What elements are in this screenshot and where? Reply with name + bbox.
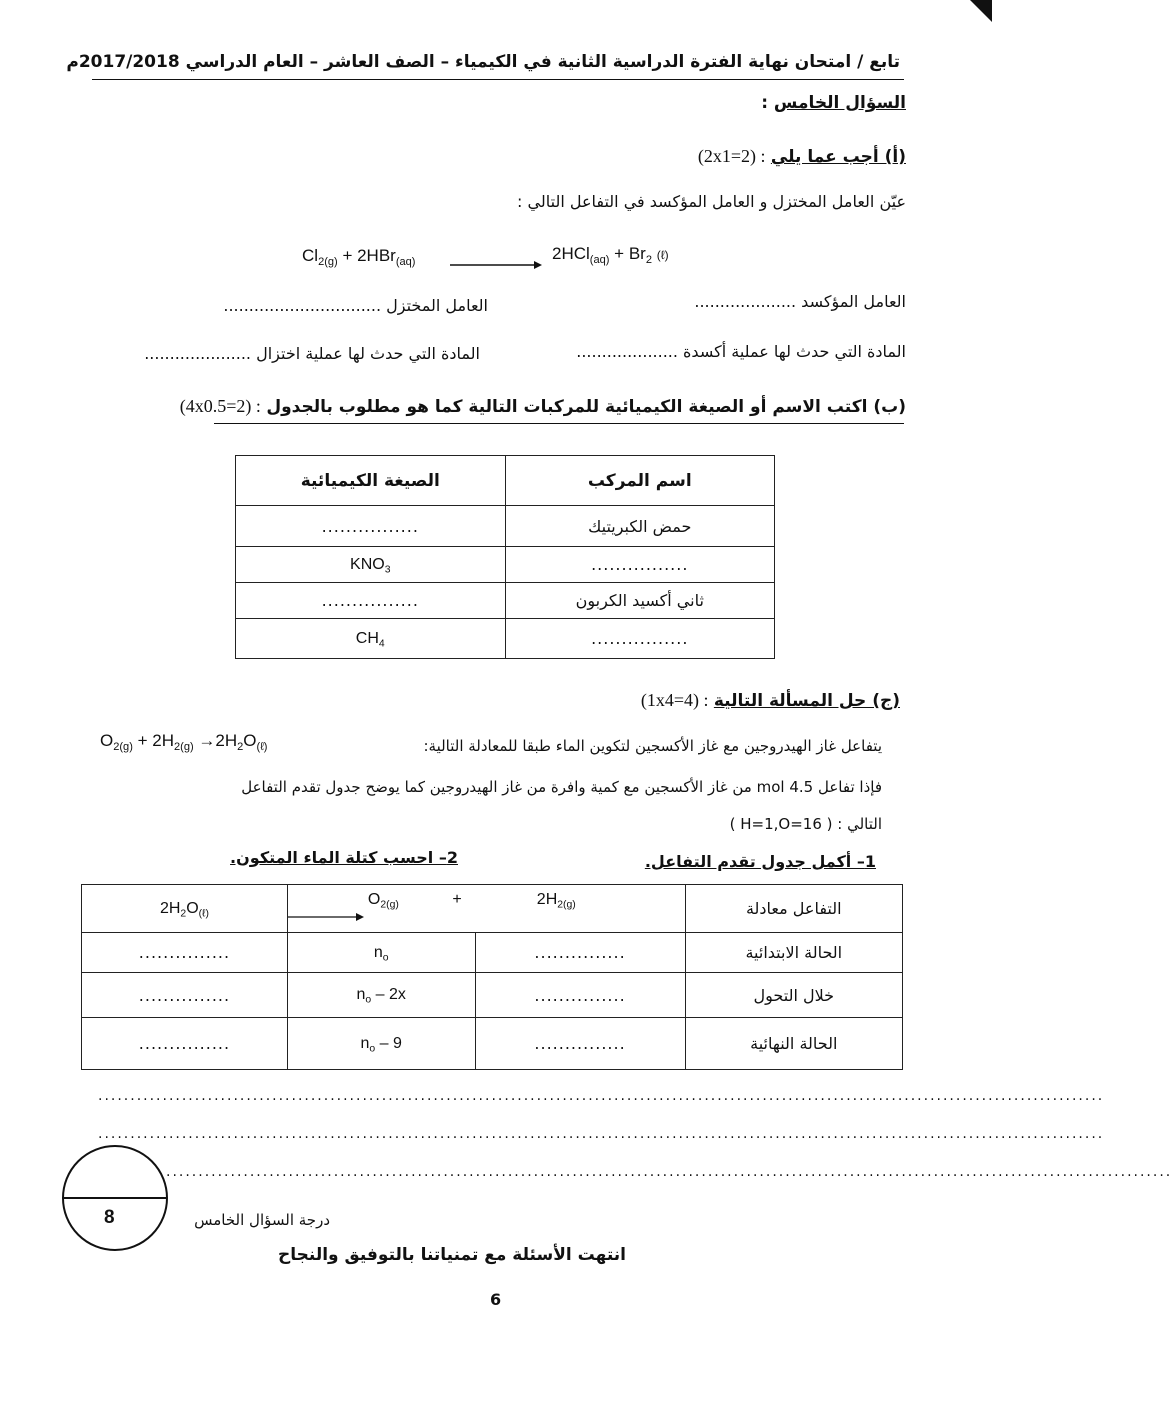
part-b-underline	[214, 423, 904, 424]
answer-line[interactable]: ............................................................................................................................................................	[166, 1164, 1172, 1180]
oxidizing-agent-field[interactable]: العامل المؤكسد ....................	[694, 292, 906, 311]
part-a-marks: : (2x1=2)	[697, 146, 766, 166]
reducing-agent-field[interactable]: العامل المختزل ...............................	[223, 296, 488, 315]
compound-name-blank[interactable]: ................	[505, 619, 775, 659]
corner-mark	[970, 0, 992, 22]
state-label: خلال التحول	[685, 973, 902, 1018]
o2-blank[interactable]: ...............	[475, 973, 685, 1018]
table-row	[236, 506, 775, 547]
table-arrow-icon	[288, 911, 364, 923]
part-a-heading	[698, 146, 906, 167]
answer-line[interactable]: ............................................................................................................................................................	[98, 1088, 1105, 1104]
part-c-line-2: فإذا تفاعل 4.5 mol من غاز الأكسجين مع كمية وافرة من غاز الهيدروجين كما يوضح جدول تقدم التفاعل	[241, 778, 882, 796]
compound-formula-header: الصيغة الكيميائية	[236, 456, 506, 506]
compound-name-blank[interactable]: ................	[505, 547, 775, 583]
h2-amount: $n_o$	[287, 933, 475, 973]
compounds-table	[235, 455, 775, 659]
question-title: السؤال الخامس :	[761, 93, 906, 113]
compound-formula: $KNO_3$	[236, 547, 506, 583]
part-c-heading	[641, 690, 900, 711]
exam-header: تابع / امتحان نهاية الفترة الدراسية الثانية في الكيمياء – الصف العاشر – العام الدراسي 2017/2018م	[66, 52, 900, 72]
compound-formula-blank[interactable]: ................	[236, 506, 506, 547]
table-row	[236, 583, 775, 619]
table-row	[236, 619, 775, 659]
table-row	[236, 547, 775, 583]
part-a-label: (أ) أجب عما يلي	[770, 147, 906, 167]
state-label: الحالة النهائية	[685, 1018, 902, 1070]
compound-name: حمض الكبريتيك	[505, 506, 775, 547]
h2o-column-header: $2H_2O_{(\ell)}$	[82, 885, 288, 933]
part-c-marks: : (1x4=4)	[640, 690, 709, 710]
o2-blank[interactable]: ...............	[475, 933, 685, 973]
reactants-column-header: $O_{2(g)} + 2H_{2(g)}$	[287, 885, 685, 933]
h2o-blank[interactable]: ...............	[82, 973, 288, 1018]
h2o-blank[interactable]: ...............	[82, 933, 288, 973]
table-row	[82, 933, 903, 973]
reaction-1-rhs: $2HCl_{(aq)} + Br_2$ (ℓ)	[552, 244, 669, 266]
score-circle-divider	[62, 1197, 166, 1199]
h2-amount: $n_o - 9$	[287, 1018, 475, 1070]
closing-message: انتهت الأسئلة مع تمنياتنا بالتوفيق والنجاح	[278, 1245, 626, 1265]
part-c-label: (ج) حل المسألة التالية	[713, 691, 900, 711]
oxidized-substance-field[interactable]: المادة التي حدث لها عملية أكسدة ....................	[576, 342, 906, 361]
part-b-heading	[180, 396, 906, 417]
header-underline	[92, 79, 904, 80]
compound-formula: $CH_4$	[236, 619, 506, 659]
part-b-marks: : (4x0.5=2)	[179, 396, 261, 416]
equation-header: التفاعل معادلة	[685, 885, 902, 933]
page-number: 6	[490, 1290, 502, 1309]
part-b-label: (ب) اكتب الاسم أو الصيغة الكيميائية للمركبات التالية كما هو مطلوب بالجدول	[266, 397, 906, 417]
reaction-2: $O_{2(g)} + 2H_{2(g)} \to 2H_2O_{(\ell)}$	[100, 731, 268, 753]
h2o-blank[interactable]: ...............	[82, 1018, 288, 1070]
h2-amount: $n_o - 2x$	[287, 973, 475, 1018]
reaction-progress-table	[81, 884, 903, 1070]
reaction-1-lhs: $Cl_{2(g)} + 2HBr_{(aq)}$	[302, 246, 416, 268]
part-a-instruction: عيّن العامل المختزل و العامل المؤكسد في التفاعل التالي :	[517, 192, 906, 211]
table-row	[82, 1018, 903, 1070]
table-row	[82, 973, 903, 1018]
o2-blank[interactable]: ...............	[475, 1018, 685, 1070]
part-c-line-3: التالي : ( H=1,O=16 )	[729, 815, 882, 833]
reaction-arrow-icon	[450, 258, 542, 272]
compound-formula-blank[interactable]: ................	[236, 583, 506, 619]
compound-name: ثاني أكسيد الكربون	[505, 583, 775, 619]
task-2: 2– احسب كتلة الماء المتكون.	[230, 848, 458, 867]
score-value: 8	[104, 1207, 115, 1228]
state-label: الحالة الابتدائية	[685, 933, 902, 973]
compound-name-header: اسم المركب	[505, 456, 775, 506]
reduced-substance-field[interactable]: المادة التي حدث لها عملية اختزال .....................	[144, 344, 480, 363]
part-c-line-1: يتفاعل غاز الهيدروجين مع غاز الأكسجين لتكوين الماء طبقا للمعادلة التالية:	[423, 737, 882, 755]
answer-line[interactable]: ............................................................................................................................................................	[98, 1126, 1105, 1142]
task-1: 1– أكمل جدول تقدم التفاعل.	[644, 852, 876, 871]
score-label: درجة السؤال الخامس	[194, 1211, 330, 1229]
